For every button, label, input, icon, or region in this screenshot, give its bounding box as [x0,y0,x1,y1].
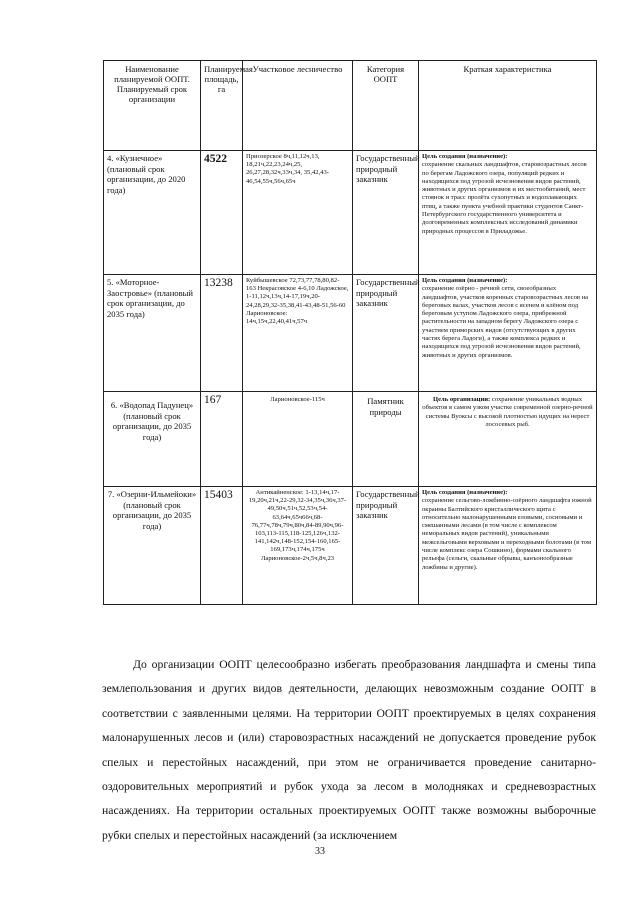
row-name: 6. «Водопад Падунец» (плановый срок организации, до 2035 года) [110,400,194,442]
row-area: 4522 [204,153,227,165]
row-forestry: Антикайненское: 1-13,14ч,17-19,20ч,21ч,22-29,32-34,35ч,36ч,37-49,50ч,51ч,52,53ч,54-63,64ч,65ч66ч,68-76,77ч,78ч,79ч,80ч,84-89,90ч,96-103,113-115,118-125,126ч,132-141,142ч,148-152,154-160,165-169,173ч,174ч,175ч Ларионовское-2ч,5ч,8ч,23 [248,489,347,562]
row-purpose-label: Цель создания (назначение): [422,153,508,160]
row-description: сохранение озёрно - речной сети, своеобразных ландшафтов, участков коренных старовозрастных лесов на береговых валах, участков лесов с ясенем и клёном под береговым уступом Ладожского озера, прибрежной растительности на западном берегу Ладожского озера с участием приморских видов (отсутствующих в других частях берега Ладоги), а также комплекса редких и находящихся под угрозой исчезновения видов растений, животных и других организмов. [422,285,589,359]
header-description: Краткая характеристика [419,61,597,151]
row-description: сохранение сельгово-ложбинно-озёрного ландшафта южной окраины Балтийского кристаллического щита с относительно малонарушенными еловыми, сосновыми и смешанными лесами (в том числе с комплексом неморальных видов растений), уникальными межсельговыми верховыми и переходными болотами (в том числе комплекс озера Сошкино), формами скального рельефа (сельги, скальные обрывы, канъонообразные ложбины и другие). [422,497,592,571]
row-category-cell [353,275,419,392]
page-number: 33 [315,846,325,857]
row-forestry-cell [243,275,353,392]
oopt-table [103,60,597,605]
row-area: 13238 [204,277,233,289]
row-category: Государственный природный заказник [356,153,420,185]
row-purpose-label: Цель создания (назначение): [422,489,508,496]
row-area-cell [201,392,243,487]
row-forestry-cell [243,151,353,275]
header-area: Планируемая площадь, га [201,61,243,151]
row-description: сохранение скальных ландшафтов, старовозрастных лесов по берегам Ладожского озера, популяций редких и находящихся под угрозой исчезновения видов растений, животных и других организмов и их местообитаний, мест стоянок и трасс пролёта сухопутных и водоплавающих птиц, а также пункта учебной практики студентов Санкт-Петербургского государственного университета и долговременных комплексных исследований динамики природных процессов в Приладожье. [422,161,587,235]
row-forestry-cell [243,392,353,487]
row-category-cell [353,151,419,275]
row-name-cell [104,487,201,605]
row-category-cell [353,392,419,487]
row-description-cell [419,275,597,392]
row-name-cell [104,392,201,487]
row-area-cell [201,275,243,392]
row-purpose-label: Цель организации: [432,396,491,403]
row-category: Памятник природы [367,396,404,417]
row-category: Государственный природный заказник [356,277,420,309]
row-forestry-cell [243,487,353,605]
row-forestry: Ларионовское-115ч [270,396,325,403]
body-paragraph: До организации ООПТ целесообразно избегать преобразования ландшафта и смены типа землепользования и других видов деятельности, делающих невозможным создание ООПТ в соответствии с заявленными целями. На территории ООПТ проектируемых в целях сохранения малонарушенных лесов и (или) старовозрастных насаждений не допускается проведение рубок спелых и перестойных насаждений, при этом не ограничивается проведение санитарно-оздоровительных мероприятий и рубок ухода за лесом в молодняках и средневозрастных насаждениях. На территории остальных проектируемых ООПТ также возможны выборочные рубки спелых и перестойных насаждений (за исключением [102,658,596,842]
row-name: 5. «Моторное-Заостровье» (плановый срок организации, до 2035 года) [107,277,194,319]
table-row [104,275,597,392]
row-area-cell [201,487,243,605]
table-row [104,487,597,605]
row-name: 7. «Озерни-Ильмейоки» (плановый срок организации, до 2035 года) [107,489,197,531]
row-description-cell [419,392,597,487]
row-category: Государственный природный заказник [356,489,420,521]
header-category: Категория ООПТ [353,61,419,151]
row-area: 167 [204,394,222,406]
row-description: сохранение уникальных водных объектов в самом узком участке современной озерно-речной системы Вуоксы с высокой плотностью идущих на нерест лососевых рыб. [422,396,593,428]
header-forestry: Участковое лесничество [243,61,353,151]
row-area: 15403 [204,489,233,501]
row-purpose-label: Цель создания (назначение): [422,277,508,284]
table-header-row [104,61,597,151]
body-paragraph-block [102,653,596,848]
table-row [104,151,597,275]
row-name-cell [104,275,201,392]
row-forestry: Куйбышевское 72,73,77,78,80,82-163 Некрасовское 4-6,10 Ладожское, 1-11,12ч,13ч,14-17,19ч,20-24,28,29,32-35,38,41-43,48-51,56-60 Ларионовское: 14ч,15ч,22,40,41ч,57ч [246,277,349,326]
row-description-cell [419,151,597,275]
row-forestry: Приозерское 8ч,11,12ч,13, 18,21ч,22,23,24ч,25, 26,27,28,32ч,33ч,34, 35,42,43-46,54,55ч,56ч,65ч [246,153,330,185]
header-name: Наименование планируемой ООПТ. Планируемый срок организации [104,61,201,151]
row-description-cell [419,487,597,605]
row-category-cell [353,487,419,605]
row-name: 4. «Кузнечное» (плановый срок организации, до 2020 года) [107,153,186,195]
row-name-cell [104,151,201,275]
table-row [104,392,597,487]
row-area-cell [201,151,243,275]
